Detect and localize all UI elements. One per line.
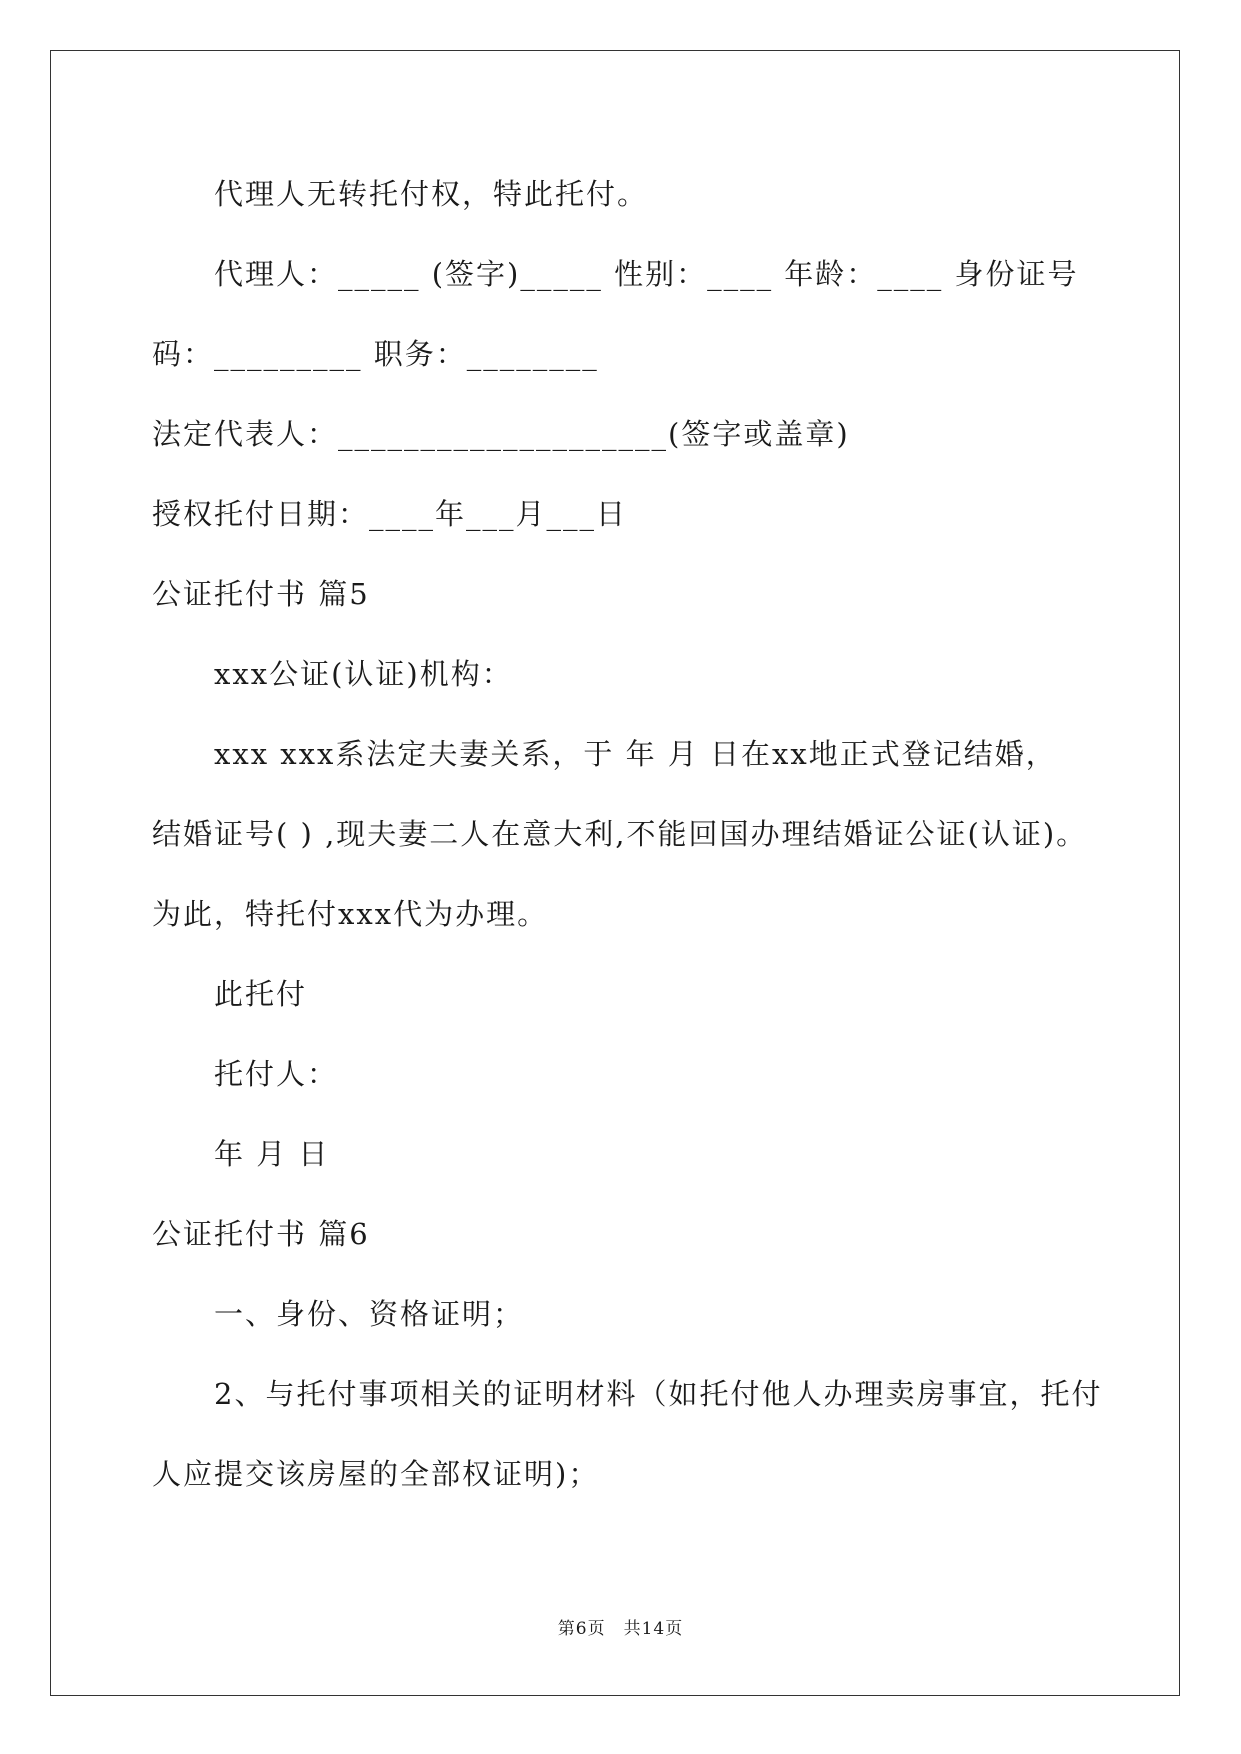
- section-heading-5: 公证托付书 篇5: [152, 577, 370, 611]
- paragraph-auth-date: 授权托付日期：____年___月___日: [152, 497, 628, 531]
- page-border: [50, 50, 1180, 1696]
- paragraph-closing: 此托付: [214, 977, 308, 1011]
- paragraph-addressee: xxx公证(认证)机构：: [214, 657, 513, 691]
- list-item-materials: 2、与托付事项相关的证明材料（如托付他人办理卖房事宜，托付: [214, 1377, 1103, 1411]
- paragraph-entrust: 为此，特托付xxx代为办理。: [152, 897, 549, 931]
- section-heading-6: 公证托付书 篇6: [152, 1217, 370, 1251]
- paragraph-agent-info: 代理人：_____ (签字)_____ 性别：____ 年龄：____ 身份证号: [214, 257, 1079, 291]
- paragraph-legal-rep: 法定代表人：____________________(签字或盖章): [152, 417, 850, 451]
- list-item-identity: 一、身份、资格证明；: [214, 1297, 525, 1331]
- paragraph-marriage: xxx xxx系法定夫妻关系，于 年 月 日在xx地正式登记结婚，: [214, 737, 1057, 771]
- paragraph-agent-info-cont: 码：_________ 职务：________: [152, 337, 599, 371]
- page-number: 第6页 共14页: [557, 1619, 684, 1639]
- list-item-materials-cont: 人应提交该房屋的全部权证明)；: [152, 1457, 600, 1491]
- paragraph-no-transfer: 代理人无转托付权，特此托付。: [214, 177, 649, 211]
- paragraph-principal: 托付人：: [214, 1057, 339, 1091]
- paragraph-marriage-cont: 结婚证号( ) ,现夫妻二人在意大利,不能回国办理结婚证公证(认证)。: [152, 817, 1088, 851]
- paragraph-date: 年 月 日: [214, 1137, 330, 1171]
